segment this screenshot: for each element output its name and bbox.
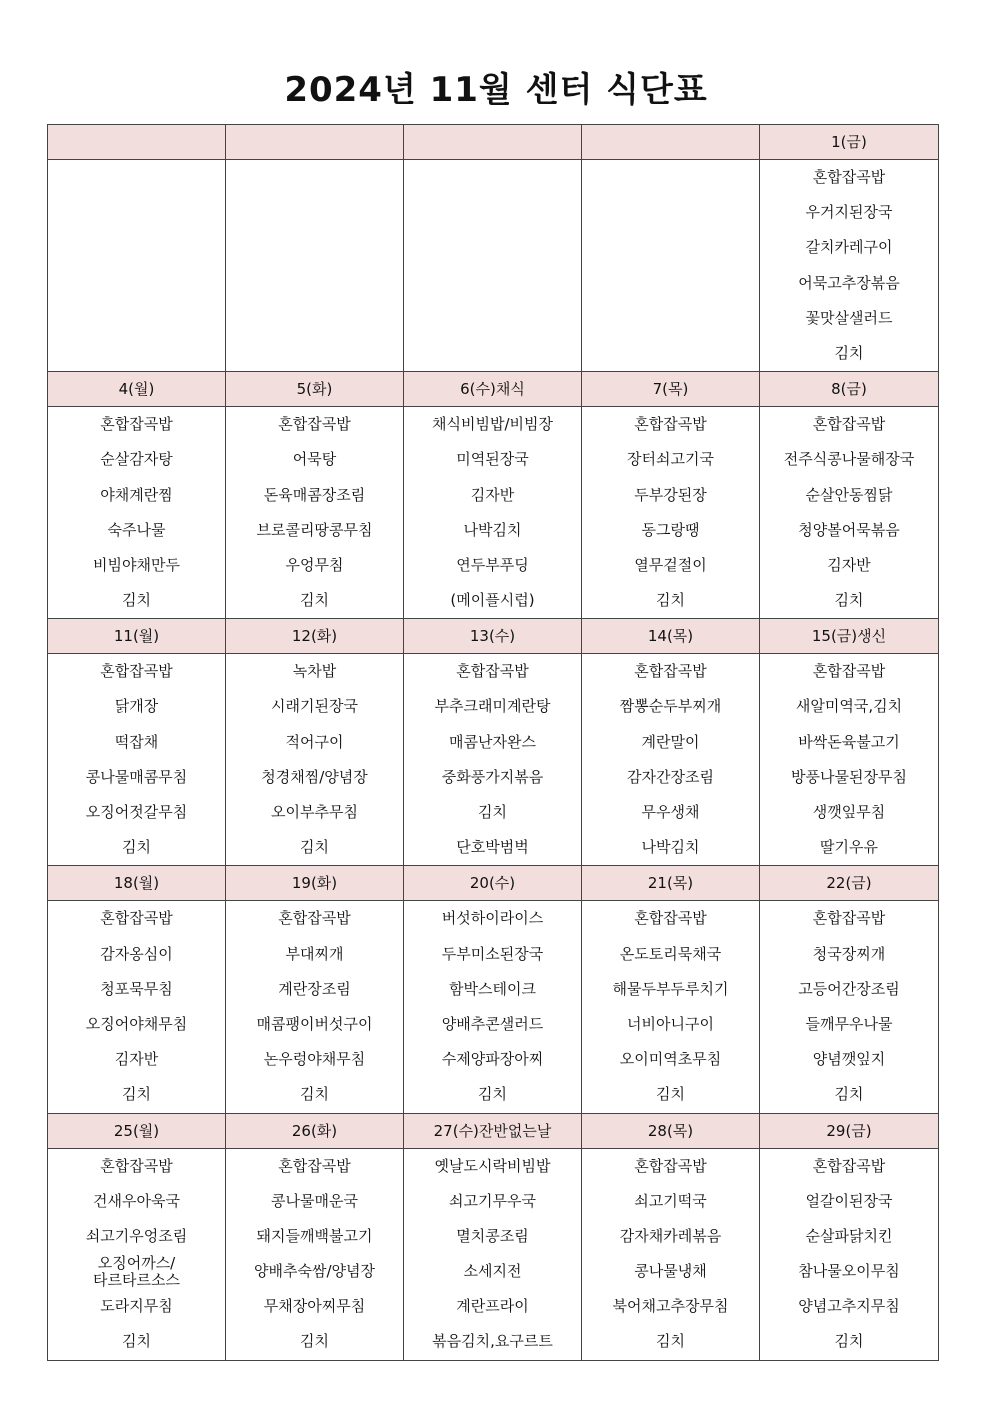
menu-item: 양념깻잎지 (812, 1050, 886, 1069)
menu-item: 전주식콩나물해장국 (783, 450, 915, 469)
day-label-cell: 28(목) (582, 1113, 760, 1148)
menu-item: 새알미역국,김치 (795, 697, 903, 716)
day-menu-cell (48, 1148, 226, 1360)
menu-item: 돼지들깨백불고기 (256, 1226, 373, 1245)
day-menu-cell (226, 160, 404, 372)
week-menu-row (48, 160, 939, 372)
menu-item: 혼합잡곡밥 (100, 1156, 173, 1175)
day-menu-cell (404, 901, 582, 1113)
menu-item: 적어구이 (285, 732, 344, 751)
menu-item: 계란장조림 (278, 979, 351, 998)
menu-item: 얼갈이된장국 (805, 1191, 893, 1210)
menu-item: 중화풍가지볶음 (441, 767, 544, 786)
menu-item: 어묵고추장볶음 (798, 273, 900, 292)
day-label-cell (582, 125, 760, 160)
menu-item: 부추크래미계란탕 (434, 697, 551, 716)
menu-item: 닭개장 (114, 697, 159, 716)
menu-item: 오이부추무침 (271, 803, 358, 821)
menu-item: 혼합잡곡밥 (634, 909, 707, 928)
menu-item: 무채장아찌무침 (263, 1297, 366, 1316)
day-label-cell: 13(수) (404, 619, 582, 654)
menu-item: 김자반 (114, 1050, 159, 1069)
menu-item: 연두부푸딩 (456, 555, 529, 574)
menu-item: 떡잡채 (114, 732, 159, 751)
menu-item: 꽃맛살샐러드 (805, 308, 893, 327)
menu-item: 버섯하이라이스 (441, 909, 544, 928)
menu-item: 해물두부두루치기 (612, 979, 729, 998)
menu-item: 딸기우유 (820, 838, 878, 857)
menu-item: 건새우아욱국 (93, 1191, 180, 1210)
menu-item: 김치 (300, 838, 329, 857)
day-label-cell (48, 125, 226, 160)
day-menu-cell (226, 654, 404, 866)
menu-item: 김치 (478, 803, 507, 821)
menu-item: 소세지전 (463, 1262, 522, 1281)
day-menu-cell (582, 160, 760, 372)
menu-item: 도라지무침 (100, 1297, 173, 1316)
day-label-cell: 6(수)채식 (404, 372, 582, 407)
week-menu-row (48, 1148, 939, 1360)
menu-item: 쇠고기무우국 (449, 1191, 536, 1210)
menu-item: 김치 (122, 1332, 151, 1351)
menu-item: 순살파닭치킨 (805, 1226, 893, 1245)
menu-item (48, 1254, 225, 1289)
menu-item: 김치 (834, 343, 864, 362)
menu-item: 콩나물매운국 (271, 1191, 358, 1210)
menu-item: 혼합잡곡밥 (812, 909, 886, 928)
day-menu-cell (404, 654, 582, 866)
menu-item: 감자간장조림 (627, 767, 714, 786)
menu-item: 미역된장국 (456, 450, 529, 469)
menu-item: 순살감자탕 (100, 450, 173, 469)
menu-item: 옛날도시락비빔밥 (434, 1156, 551, 1175)
menu-item: 김치 (656, 591, 685, 610)
week-header-row (48, 619, 939, 654)
day-label-cell: 4(월) (48, 372, 226, 407)
day-menu-cell (226, 407, 404, 619)
menu-item: 김치 (834, 1085, 864, 1104)
day-menu-cell (582, 901, 760, 1113)
week-header-row (48, 125, 939, 160)
menu-item: 혼합잡곡밥 (812, 415, 886, 434)
week-header-row (48, 1113, 939, 1148)
day-label-cell: 19(화) (226, 866, 404, 901)
day-label-cell: 29(금) (760, 1113, 939, 1148)
menu-item: 혼합잡곡밥 (812, 168, 886, 186)
menu-item: 숙주나물 (107, 520, 166, 539)
menu-item: 매콤난자완스 (449, 732, 536, 751)
menu-item: 매콤팽이버섯구이 (256, 1014, 373, 1033)
meal-calendar-table (47, 124, 939, 1361)
day-label-cell: 25(월) (48, 1113, 226, 1148)
day-menu-cell (760, 407, 939, 619)
day-label-cell: 5(화) (226, 372, 404, 407)
menu-item: 동그랑땡 (641, 520, 700, 539)
menu-item: 두부강된장 (634, 485, 707, 504)
menu-item: 나박김치 (641, 838, 700, 857)
menu-item: 감자채카레볶음 (619, 1226, 722, 1245)
menu-item: 들깨무우나물 (805, 1014, 893, 1033)
menu-item: 양념고추지무침 (798, 1297, 900, 1316)
day-label-cell: 8(금) (760, 372, 939, 407)
menu-item: 방풍나물된장무침 (791, 767, 907, 786)
page-title: 2024년 11월 센터 식단표 (284, 70, 708, 110)
menu-item: 청포묵무침 (100, 979, 173, 998)
menu-item: (메이플시럽) (450, 591, 535, 610)
menu-item: 김치 (656, 1085, 685, 1104)
day-menu-cell (760, 901, 939, 1113)
menu-item: 청국장찌개 (812, 944, 886, 963)
day-menu-cell (582, 407, 760, 619)
menu-item: 브로콜리땅콩무침 (256, 520, 373, 539)
menu-item: 멸치콩조림 (456, 1226, 529, 1245)
menu-item: 고등어간장조림 (798, 979, 900, 998)
day-label-cell (226, 125, 404, 160)
menu-item: 혼합잡곡밥 (812, 662, 886, 681)
menu-item: 장터쇠고기국 (627, 450, 714, 469)
menu-item: 오이미역초무침 (619, 1050, 722, 1069)
day-menu-cell (48, 160, 226, 372)
menu-item: 콩나물냉채 (634, 1262, 707, 1281)
week-menu-row (48, 654, 939, 866)
menu-item: 갈치카레구이 (805, 238, 893, 257)
day-menu-cell (404, 407, 582, 619)
menu-item: 김치 (300, 1085, 329, 1104)
day-label-cell: 20(수) (404, 866, 582, 901)
menu-item: 김치 (478, 1085, 507, 1104)
menu-item: 야채계란찜 (100, 485, 173, 504)
menu-item: 김치 (122, 838, 151, 857)
menu-item: 부대찌개 (285, 944, 344, 963)
menu-item: 계란말이 (641, 732, 700, 751)
menu-item: 너비아니구이 (627, 1014, 714, 1033)
menu-item: 순살안동찜닭 (805, 485, 893, 504)
day-label-cell: 7(목) (582, 372, 760, 407)
menu-item: 오징어야채무침 (85, 1014, 188, 1033)
menu-item: 돈육매콤장조림 (263, 485, 366, 504)
day-menu-cell (48, 654, 226, 866)
menu-item: 김치 (122, 1085, 151, 1104)
day-label-cell: 11(월) (48, 619, 226, 654)
day-label-cell: 26(화) (226, 1113, 404, 1148)
menu-item: 온도토리묵채국 (619, 944, 722, 963)
menu-item: 김치 (656, 1332, 685, 1351)
menu-item: 청경채찜/양념장 (261, 767, 368, 786)
menu-item: 우거지된장국 (805, 203, 893, 222)
menu-item: 혼합잡곡밥 (100, 662, 173, 681)
menu-item: 수제양파장아찌 (441, 1050, 544, 1069)
day-menu-cell (226, 1148, 404, 1360)
menu-item: 북어채고추장무침 (612, 1297, 729, 1316)
menu-item: 논우렁야채무침 (263, 1050, 366, 1069)
menu-item: 혼합잡곡밥 (278, 415, 351, 434)
menu-item: 나박김치 (463, 520, 522, 539)
menu-item: 혼합잡곡밥 (278, 909, 351, 928)
menu-item: 무우생채 (641, 803, 700, 821)
menu-item: 김치 (834, 591, 864, 610)
menu-item: 김자반 (470, 485, 515, 504)
menu-item: 시래기된장국 (271, 697, 358, 716)
menu-item: 생깻잎무침 (812, 803, 886, 821)
menu-item: 양배추콘샐러드 (441, 1014, 544, 1033)
menu-item: 단호박범벅 (456, 838, 529, 857)
menu-item: 김자반 (827, 555, 871, 574)
day-menu-cell (404, 1148, 582, 1360)
week-menu-row (48, 407, 939, 619)
menu-item: 김치 (834, 1332, 864, 1351)
menu-item: 짬뽕순두부찌개 (619, 697, 722, 716)
menu-item: 오징어젓갈무침 (85, 803, 188, 821)
menu-item: 혼합잡곡밥 (278, 1156, 351, 1175)
menu-item: 두부미소된장국 (441, 944, 544, 963)
day-label-cell: 15(금)생신 (760, 619, 939, 654)
menu-item: 함박스테이크 (449, 979, 536, 998)
menu-item: 어묵탕 (292, 450, 337, 469)
day-menu-cell (48, 901, 226, 1113)
menu-item: 녹차밥 (292, 662, 337, 681)
day-menu-cell (760, 1148, 939, 1360)
menu-item: 우엉무침 (285, 555, 344, 574)
day-menu-cell (226, 901, 404, 1113)
menu-item: 계란프라이 (456, 1297, 529, 1316)
day-menu-cell (404, 160, 582, 372)
day-menu-cell (582, 1148, 760, 1360)
week-header-row (48, 372, 939, 407)
menu-item: 김치 (122, 591, 151, 610)
menu-item: 혼합잡곡밥 (100, 909, 173, 928)
menu-item: 청양볼어묵볶음 (798, 520, 900, 539)
day-label-cell (404, 125, 582, 160)
menu-item: 양배추숙쌈/양념장 (254, 1262, 375, 1281)
menu-item: 혼합잡곡밥 (456, 662, 529, 681)
menu-item: 참나물오이무침 (798, 1262, 900, 1281)
menu-item: 혼합잡곡밥 (634, 1156, 707, 1175)
day-label-cell: 1(금) (760, 125, 939, 160)
menu-item: 콩나물매콤무침 (85, 767, 188, 786)
menu-item: 혼합잡곡밥 (634, 662, 707, 681)
day-label-cell: 27(수)잔반없는날 (404, 1113, 582, 1148)
menu-item: 쇠고기떡국 (634, 1191, 707, 1210)
menu-item-text: 오징어까스/ 타르타르소스 (93, 1254, 180, 1289)
menu-item: 김치 (300, 591, 329, 610)
menu-item: 혼합잡곡밥 (100, 415, 173, 434)
menu-item: 비빔야채만두 (93, 555, 180, 574)
day-label-cell: 18(월) (48, 866, 226, 901)
menu-item: 채식비빔밥/비빔장 (432, 415, 553, 434)
day-menu-cell (760, 160, 939, 372)
day-label-cell: 21(목) (582, 866, 760, 901)
day-label-cell: 22(금) (760, 866, 939, 901)
day-menu-cell (48, 407, 226, 619)
week-header-row (48, 866, 939, 901)
menu-item: 감자옹심이 (100, 944, 173, 963)
menu-item: 김치 (300, 1332, 329, 1351)
menu-item: 열무겉절이 (634, 555, 707, 574)
day-menu-cell (760, 654, 939, 866)
day-label-cell: 12(화) (226, 619, 404, 654)
menu-item: 혼합잡곡밥 (812, 1156, 886, 1175)
day-label-cell: 14(목) (582, 619, 760, 654)
menu-item: 바싹돈육불고기 (798, 732, 900, 751)
menu-item: 볶음김치,요구르트 (432, 1332, 553, 1351)
day-menu-cell (582, 654, 760, 866)
menu-item: 혼합잡곡밥 (634, 415, 707, 434)
week-menu-row (48, 901, 939, 1113)
menu-item: 쇠고기우엉조림 (85, 1226, 188, 1245)
